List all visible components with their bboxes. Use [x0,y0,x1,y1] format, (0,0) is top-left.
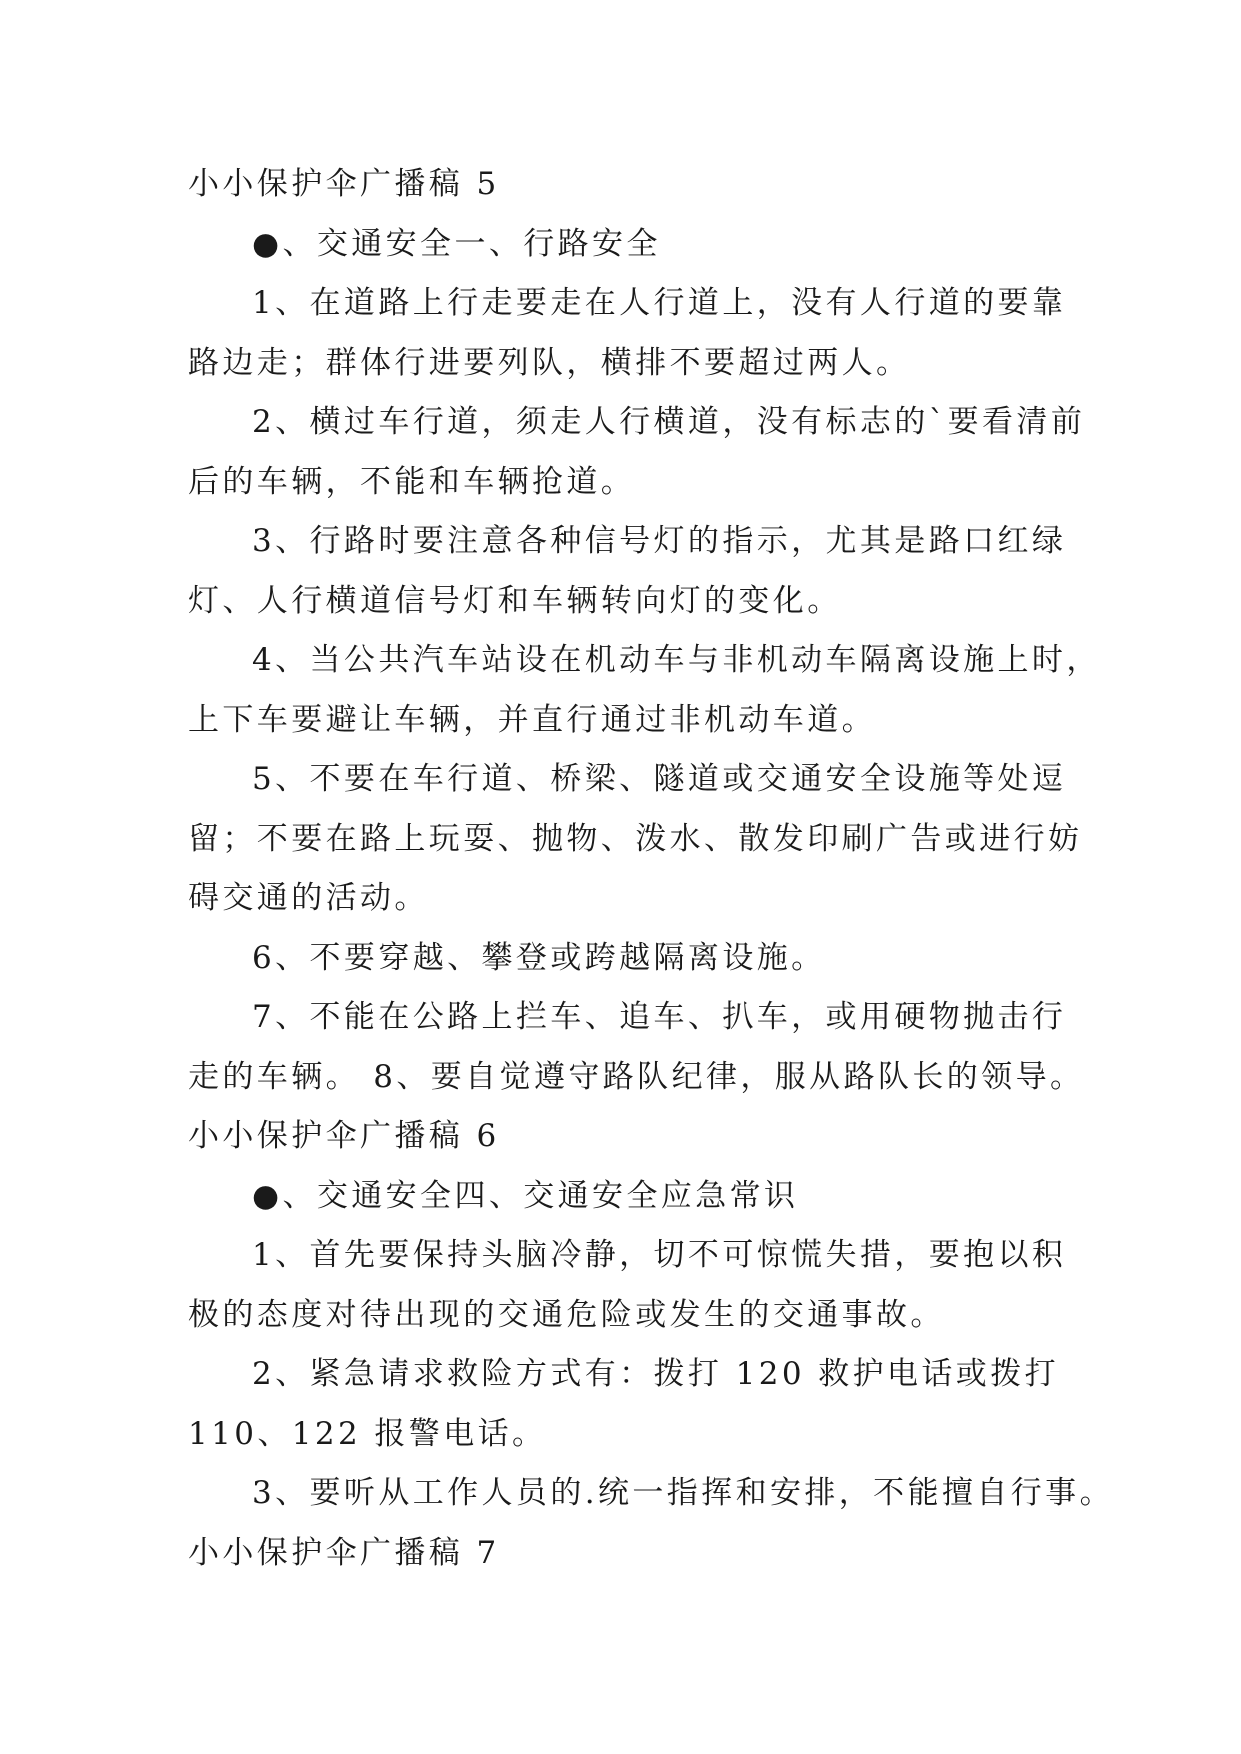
paragraph-line: 后的车辆，不能和车辆抢道。 [188,463,636,500]
section-heading-5: 小小保护伞广播稿 5 [188,166,500,202]
paragraph-line: 4、当公共汽车站设在机动车与非机动车隔离设施上时， [252,642,1101,678]
bullet-heading: ●、交通安全四、交通安全应急常识 [252,1177,799,1214]
paragraph-line: 3、要听从工作人员的.统一指挥和安排，不能擅自行事。 [252,1475,1114,1511]
paragraph-line: 6、不要穿越、攀登或跨越隔离设施。 [252,939,826,976]
paragraph-line: 5、不要在车行道、桥梁、隧道或交通安全设施等处逗 [252,761,1067,797]
paragraph-line: 7、不能在公路上拦车、追车、扒车，或用硬物抛击行 [252,999,1067,1035]
document-body [188,155,1114,1583]
paragraph-line: 2、紧急请求救险方式有：拨打 120 救护电话或拨打 [252,1356,1059,1392]
paragraph-line: 极的态度对待出现的交通危险或发生的交通事故。 [188,1296,945,1333]
paragraph-line: 碍交通的活动。 [188,880,429,916]
paragraph-line: 3、行路时要注意各种信号灯的指示，尤其是路口红绿 [252,523,1067,559]
bullet-heading: ●、交通安全一、行路安全 [252,225,661,262]
paragraph-line: 走的车辆。 8、要自觉遵守路队纪律，服从路队长的领导。 [188,1058,1085,1095]
paragraph-line: 110、122 报警电话。 [188,1415,547,1452]
paragraph-line: 1、首先要保持头脑冷静，切不可惊慌失措，要抱以积 [252,1237,1067,1273]
paragraph-line: 留；不要在路上玩耍、抛物、泼水、散发印刷广告或进行妨 [188,820,1083,857]
paragraph-line: 2、横过车行道，须走人行横道，没有标志的`要看清前 [252,404,1086,440]
paragraph-line: 1、在道路上行走要走在人行道上，没有人行道的要靠 [252,285,1067,321]
section-heading-6: 小小保护伞广播稿 6 [188,1118,500,1154]
paragraph-line: 上下车要避让车辆，并直行通过非机动车道。 [188,701,876,738]
section-heading-7: 小小保护伞广播稿 7 [188,1534,500,1571]
paragraph-line: 灯、人行横道信号灯和车辆转向灯的变化。 [188,582,842,619]
paragraph-line: 路边走；群体行进要列队，横排不要超过两人。 [188,344,911,381]
